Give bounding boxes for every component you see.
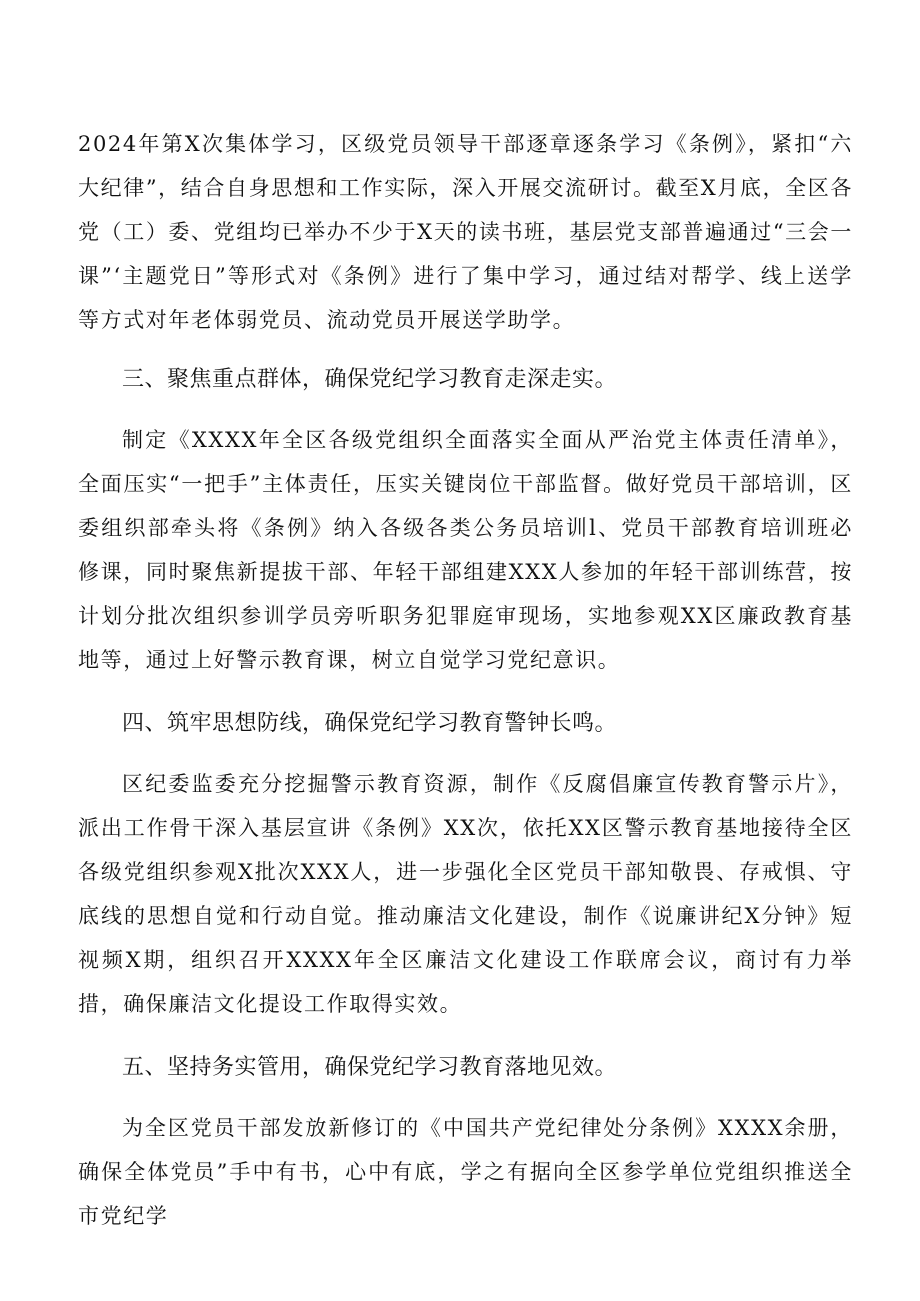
paragraph-study-summary: 2024年第X次集体学习，区级党员领导干部逐章逐条学习《条例》，紧扣“六大纪律”，结合自身思想和工作实际，深入开展交流研讨。截至X月底，全区各党（工）委、党组均已举办不少于X天的读书班，基层党支部普遍通过“三会一课”‘主题党日”等形式对《条例》进行了集中学习，通过结对帮学、线上送学等方式对年老体弱党员、流动党员开展送学助学。 <box>78 132 853 332</box>
section-heading-5: 五、坚持务实管用，确保党纪学习教育落地见效。 <box>122 1055 618 1080</box>
section-heading-3: 三、聚焦重点群体，确保党纪学习教育走深走实。 <box>122 367 618 392</box>
section-heading-4: 四、筑牢思想防线，确保党纪学习教育警钟长鸣。 <box>122 711 618 736</box>
paragraph-key-groups: 制定《XXXX年全区各级党组织全面落实全面从严治党主体责任清单》，全面压实“一把手”主体责任，压实关键岗位干部监督。做好党员干部培训，区委组织部牵头将《条例》纳入各级各类公务员培训l、党员干部教育培训班必修课，同时聚焦新提拔干部、年轻干部组建XXX人参加的年轻干部训练营，按计划分批次组织参训学员旁听职务犯罪庭审现场，实地参观XX区廉政教育基地等，通过上好警示教育课，树立自觉学习党纪意识。 <box>78 428 853 672</box>
document-body <box>78 122 853 1238</box>
paragraph-practical-results: 为全区党员干部发放新修订的《中国共产党纪律处分条例》XXXX余册，确保全体党员”手中有书，心中有底，学之有据向全区参学单位党组织推送全市党纪学 <box>78 1116 853 1228</box>
paragraph-warning-education: 区纪委监委充分挖掘警示教育资源，制作《反腐倡廉宣传教育警示片》，派出工作骨干深入基层宣讲《条例》XX次，依托XX区警示教育基地接待全区各级党组织参观X批次XXX人，进一步强化全区党员干部知敬畏、存戒惧、守底线的思想自觉和行动自觉。推动廉洁文化建设，制作《说廉讲纪X分钟》短视频X期，组织召开XXXX年全区廉洁文化建设工作联席会议，商讨有力举措，确保廉洁文化提设工作取得实效。 <box>78 772 853 1016</box>
